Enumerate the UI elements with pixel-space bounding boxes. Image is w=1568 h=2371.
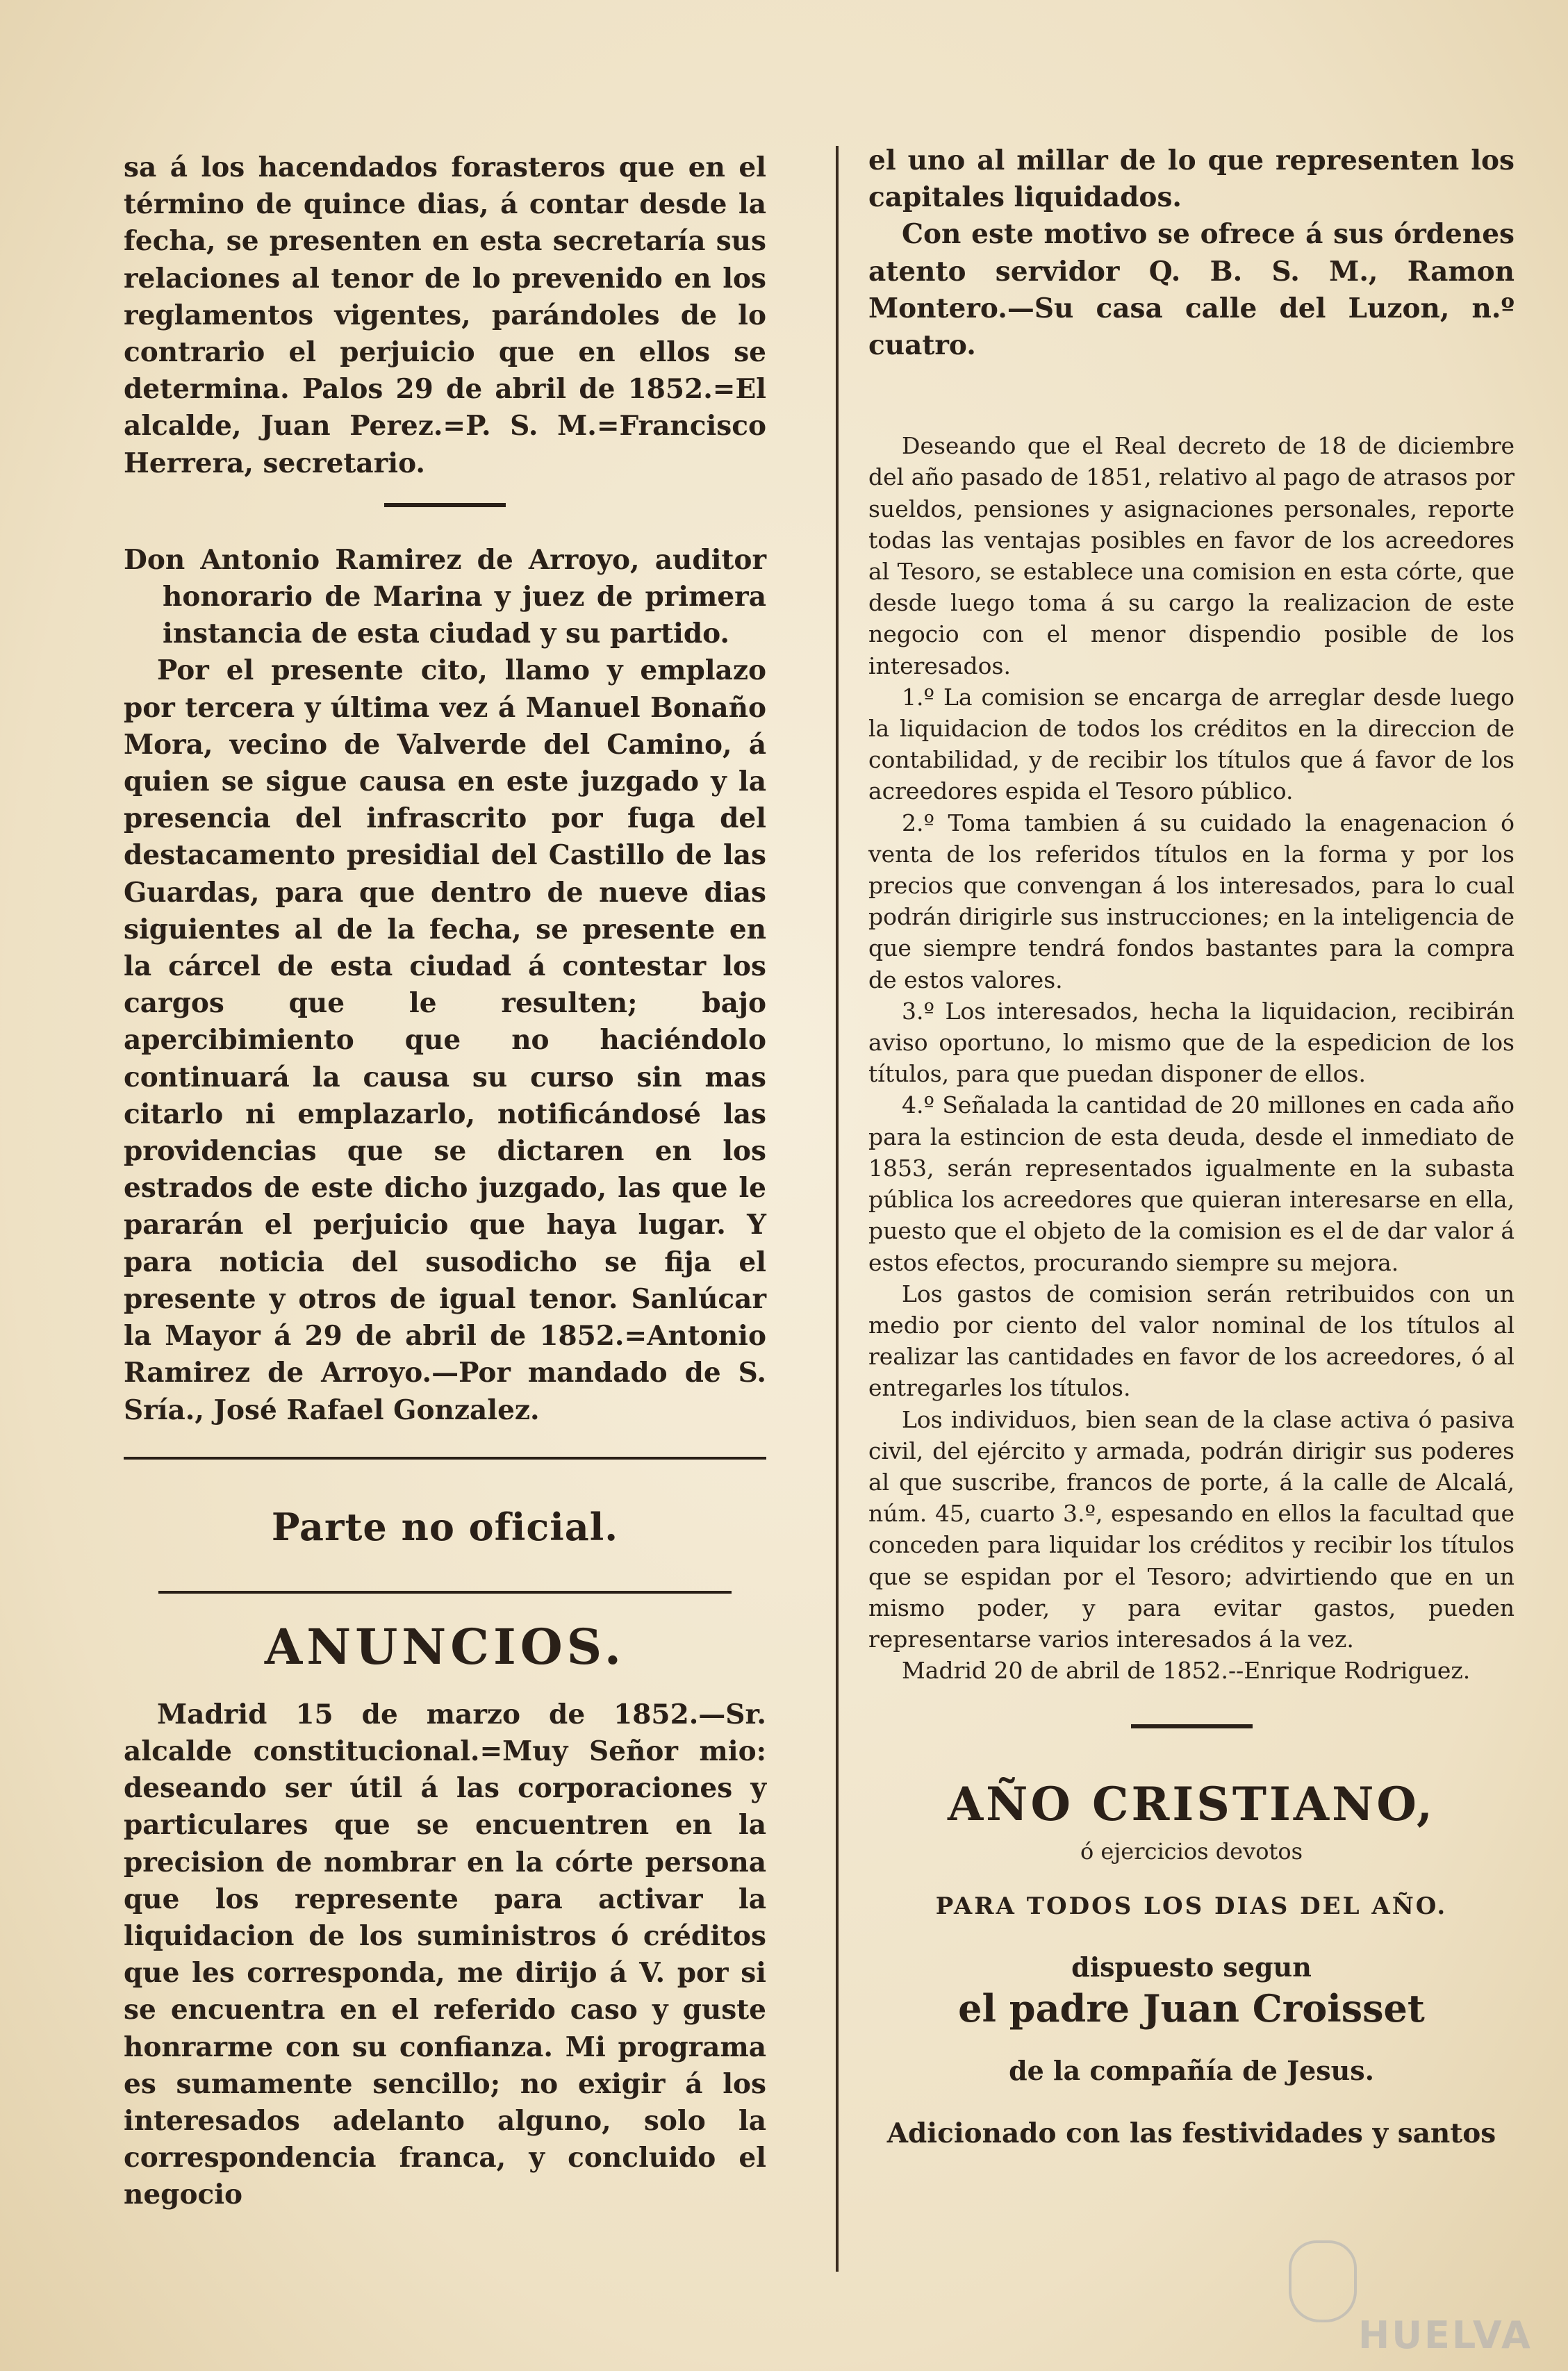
ad-subtitle-3: dispuesto segun xyxy=(1071,1951,1312,1983)
commission-individuals: Los individuos, bien sean de la clase activa ó pasiva civil, del ejército y armada, podrán dirigir sus poderes al que suscribe, francos de porte, á la calle de Alcalá, núm. 45, cuarto 3.º, espesando en ellos la facultad que conceden para liquidar los créditos y recibir los títulos que se espidan por el Tesoro; advirtiendo que en un mismo poder, y para evitar gastos, pueden representarse varios interesados á la vez. xyxy=(868,1405,1515,1653)
spacer xyxy=(868,364,1515,430)
commission-item-4: 4.º Señalada la cantidad de 20 millones en cada año para la estincion de esta deuda, desde el inmediato de 1853, serán representados igualmente en la subasta pública los acreedores que quieran interesarse en ella, puesto que el objeto de la comision es el de dar valor á estos efectos, procurando siempre su mejora. xyxy=(868,1091,1515,1276)
ad-subtitle-4: el padre Juan Croisset xyxy=(958,1986,1425,2031)
ad-subtitle-1: ó ejercicios devotos xyxy=(1080,1838,1303,1865)
commission-item-2: 2.º Toma tambien á su cuidado la enagenacion ó venta de los referidos títulos en la forma y por los precios que convengan á los interesados, para lo cual podrán dirigirle sus instrucciones; en la inteligencia de que siempre tendrá fondos bastantes para la compra de estos valores. xyxy=(868,809,1515,993)
right-column xyxy=(868,142,1515,2149)
letter-closing: Con este motivo se ofrece á sus órdenes atento servidor Q. B. S. M., Ramon Montero.—Su casa calle del Luzon, n.º cuatro. xyxy=(868,218,1515,362)
ad-title: AÑO CRISTIANO, xyxy=(947,1777,1436,1832)
watermark-text: HUELVA xyxy=(1358,2313,1533,2357)
section-title: Parte no oficial. xyxy=(271,1504,619,1549)
left-column xyxy=(124,149,766,2214)
short-separator-right xyxy=(1131,1724,1253,1728)
montero-letter: Madrid 15 de marzo de 1852.—Sr. alcalde constitucional.=Muy Señor mio: deseando ser útil á las corporaciones y particulares que se encuentren en la precision de nombrar en la córte persona que los represente para activar la liquidacion de los suministros ó créditos que les corresponda, me dirijo á V. por si se encuentra en el referido caso y guste honrarme con su confianza. Mi programa es sumamente sencillo; no exigir á los interesados adelanto alguno, solo la correspondencia franca, y concluido el negocio xyxy=(124,1698,766,2211)
commission-item-1: 1.º La comision se encarga de arreglar desde luego la liquidacion de todos los créditos en la direccion de contabilidad, y de recibir los títulos que á favor de los acreedores espida el Tesoro público. xyxy=(868,683,1515,805)
ad-subtitle-2: PARA TODOS LOS DIAS DEL AÑO. xyxy=(935,1892,1448,1921)
ad-subtitle-6: Adicionado con las festividades y santos xyxy=(886,2117,1496,2150)
commission-item-3: 3.º Los interesados, hecha la liquidacion, recibirán aviso oportuno, lo mismo que de la espedicion de los títulos, para que puedan disponer de ellos. xyxy=(868,997,1515,1088)
ad-subtitle-5: de la compañía de Jesus. xyxy=(1009,2055,1374,2087)
short-separator xyxy=(384,503,506,507)
commission-intro: Deseando que el Real decreto de 18 de diciembre del año pasado de 1851, relativo al pago de atrasos por sueldos, pensiones y asignaciones personales, reporte todas las ventajas posibles en favor de los acreedores al Tesoro, se establece una comision en esta córte, que desde luego toma á su cargo la realizacion de este negocio con el menor dispendio posible de los interesados. xyxy=(868,432,1515,679)
edict-heading: Don Antonio Ramirez de Arroyo, auditor honorario de Marina y juez de primera instancia de esta ciudad y su partido. xyxy=(124,543,766,650)
huelva-watermark xyxy=(1289,2240,1533,2358)
commission-fees: Los gastos de comision serán retribuidos con un medio por ciento del valor nominal de los títulos al realizar las cantidades en favor de los acreedores, ó al entregarles los títulos. xyxy=(868,1280,1515,1402)
column-divider xyxy=(836,146,839,2272)
letter-continuation: el uno al millar de lo que representen los capitales liquidados. xyxy=(868,144,1515,214)
coat-of-arms-icon xyxy=(1289,2240,1357,2322)
section-rule-top xyxy=(124,1457,766,1460)
edict-body: Por el presente cito, llamo y emplazo por tercera y última vez á Manuel Bonaño Mora, vecino de Valverde del Camino, á quien se sigue causa en este juzgado y la presencia del infrascrito por fuga del destacamento presidial del Castillo de las Guardas, para que dentro de nueve dias siguientes al de la fecha, se presente en la cárcel de esta ciudad á contestar los cargos que le resulten; bajo apercibimiento que no haciéndolo continuará la causa su curso sin mas citarlo ni emplazarlo, notificándosé las providencias que se dictaren en los estrados de este dicho juzgado, las que le pararán el perjuicio que haya lugar. Y para noticia del susodicho se fija el presente y otros de igual tenor. Sanlúcar la Mayor á 29 de abril de 1852.=Antonio Ramirez de Arroyo.—Por mandado de S. Sría., José Rafael Gonzalez. xyxy=(124,654,766,1426)
paragraph-palos-notice: sa á los hacendados forasteros que en el término de quince dias, á contar desde la fecha, se presenten en esta secretaría sus relaciones al tenor de lo prevenido en los reglamentos vigentes, parándoles de lo contrario el perjuicio que en ellos se determina. Palos 29 de abril de 1852.=El alcalde, Juan Perez.=P. S. M.=Francisco Herrera, secretario. xyxy=(124,151,766,479)
anuncios-title: ANUNCIOS. xyxy=(264,1617,626,1676)
commission-signature: Madrid 20 de abril de 1852.--Enrique Rodriguez. xyxy=(902,1657,1471,1685)
section-rule-bottom xyxy=(158,1591,732,1594)
